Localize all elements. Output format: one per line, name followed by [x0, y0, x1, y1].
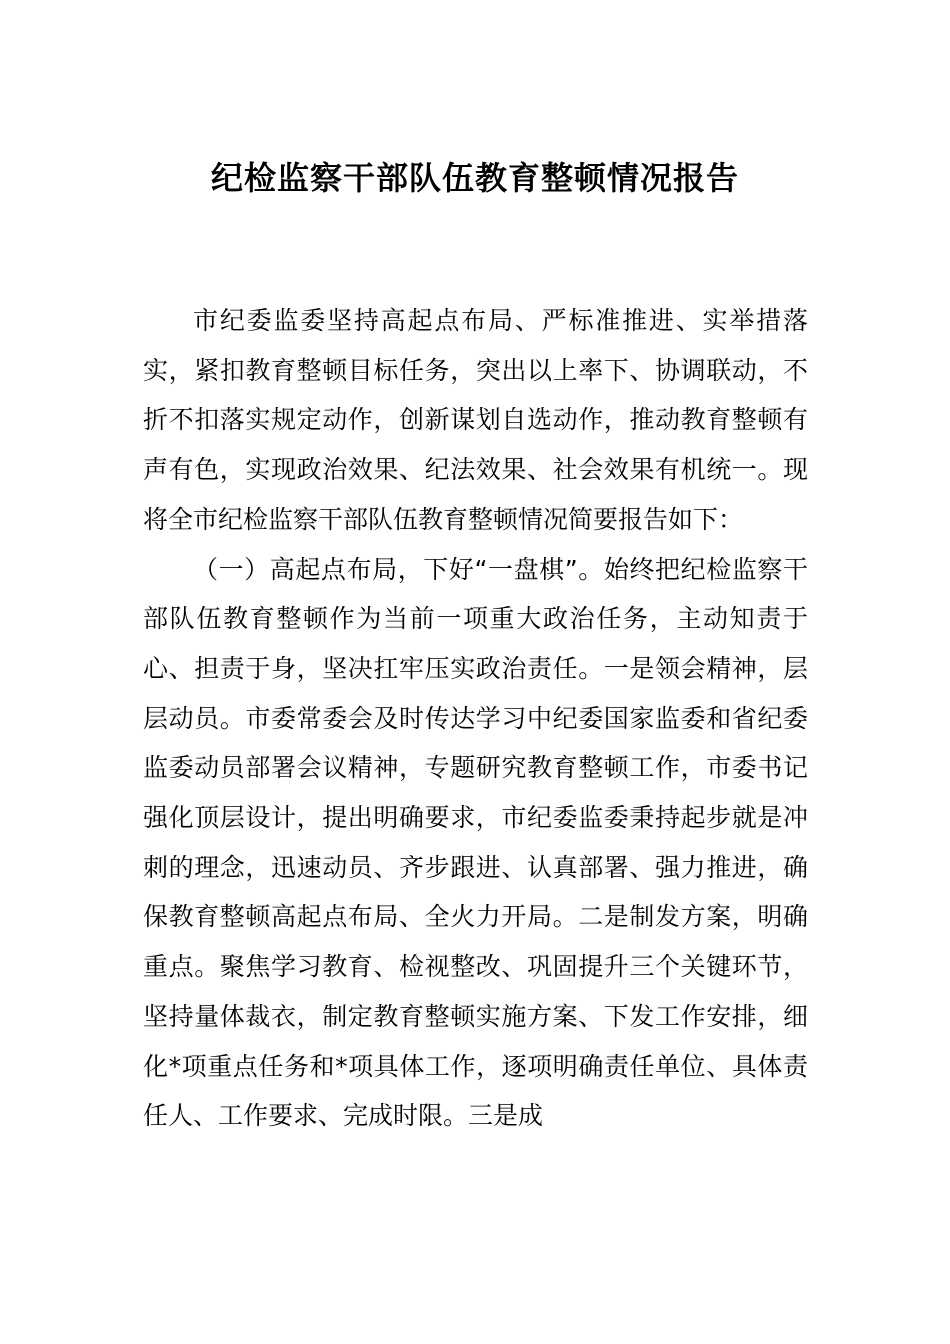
paragraph-intro: 市纪委监委坚持高起点布局、严标准推进、实举措落实，紧扣教育整顿目标任务，突出以上率下、协调联动，不折不扣落实规定动作，创新谋划自选动作，推动教育整顿有声有色，实现政治效果、纪法效果、社会效果有机统一。现将全市纪检监察干部队伍教育整顿情况简要报告如下： [143, 306, 808, 534]
document-title: 纪检监察干部队伍教育整顿情况报告 [210, 159, 739, 197]
document-body [143, 296, 808, 1141]
paragraph-section-1: （一）高起点布局，下好“一盘棋”。始终把纪检监察干部队伍教育整顿作为当前一项重大政治任务，主动知责于心、担责于身，坚决扛牢压实政治责任。一是领会精神，层层动员。市委常委会及时传达学习中纪委国家监委和省纪委监委动员部署会议精神，专题研究教育整顿工作，市委书记强化顶层设计，提出明确要求，市纪委监委秉持起步就是冲刺的理念，迅速动员、齐步跟进、认真部署、强力推进，确保教育整顿高起点布局、全火力开局。二是制发方案，明确重点。聚焦学习教育、检视整改、巩固提升三个关键环节，坚持量体裁衣，制定教育整顿实施方案、下发工作安排，细化*项重点任务和*项具体工作，逐项明确责任单位、具体责任人、工作要求、完成时限。三是成 [143, 554, 808, 1131]
